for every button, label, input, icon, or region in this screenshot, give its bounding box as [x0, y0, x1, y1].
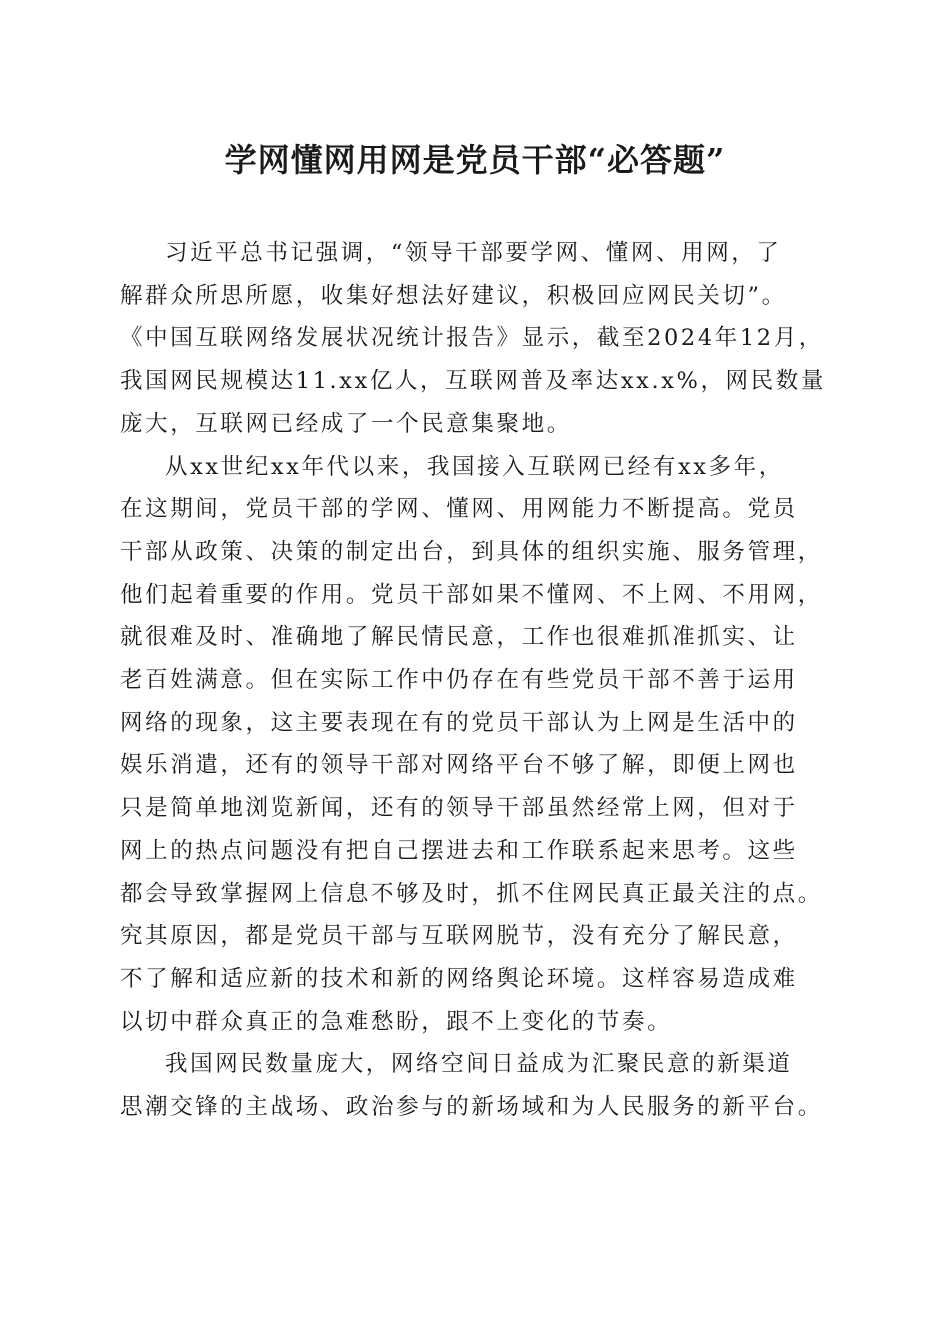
text-line: 娱乐消遣，还有的领导干部对网络平台不够了解，即便上网也: [120, 752, 798, 779]
text-line: 他们起着重要的作用。党员干部如果不懂网、不上网、不用网，: [120, 581, 823, 608]
text-line: 我国网民规模达11.xx亿人，互联网普及率达xx.x%，网民数量: [120, 368, 826, 395]
text-line: 干部从政策、决策的制定出台，到具体的组织实施、服务管理，: [120, 538, 823, 565]
text-line: 以切中群众真正的急难愁盼，跟不上变化的节奏。: [120, 1008, 673, 1035]
text-line: 我国网民数量庞大，网络空间日益成为汇聚民意的新渠道: [165, 1051, 793, 1078]
text-line: 网络的现象，这主要表现在有的党员干部认为上网是生活中的: [120, 709, 798, 736]
text-line: 究其原因，都是党员干部与互联网脱节，没有充分了解民意，: [120, 923, 798, 950]
paragraph-1: [120, 232, 832, 446]
text-line: 习近平总书记强调，“领导干部要学网、懂网、用网，了: [165, 240, 782, 266]
text-line: 庞大，互联网已经成了一个民意集聚地。: [120, 410, 572, 437]
text-line: 只是简单地浏览新闻，还有的领导干部虽然经常上网，但对于: [120, 795, 798, 822]
paragraph-2: [120, 446, 832, 1044]
text-line: 在这期间，党员干部的学网、懂网、用网能力不断提高。党员: [120, 496, 798, 523]
text-line: 从xx世纪xx年代以来，我国接入互联网已经有xx多年，: [165, 453, 784, 480]
text-line: 老百姓满意。但在实际工作中仍存在有些党员干部不善于运用: [120, 667, 798, 694]
document-title: 学网懂网用网是党员干部“必答题”: [224, 141, 726, 179]
text-line: 《中国互联网络发展状况统计报告》显示，截至2024年12月，: [120, 325, 824, 352]
text-line: 就很难及时、准确地了解民情民意，工作也很难抓准抓实、让: [120, 624, 798, 651]
text-line: 网上的热点问题没有把自己摆进去和工作联系起来思考。这些: [120, 837, 798, 864]
document-body: [120, 232, 832, 1129]
text-line: 都会导致掌握网上信息不够及时，抓不住网民真正最关注的点。: [120, 880, 823, 907]
text-line: 思潮交锋的主战场、政治参与的新场域和为人民服务的新平台。: [120, 1094, 823, 1121]
text-line: 解群众所思所愿，收集好想法好建议，积极回应网民关切”。: [120, 282, 787, 309]
paragraph-3: [120, 1043, 832, 1128]
text-line: 不了解和适应新的技术和新的网络舆论环境。这样容易造成难: [120, 965, 798, 992]
